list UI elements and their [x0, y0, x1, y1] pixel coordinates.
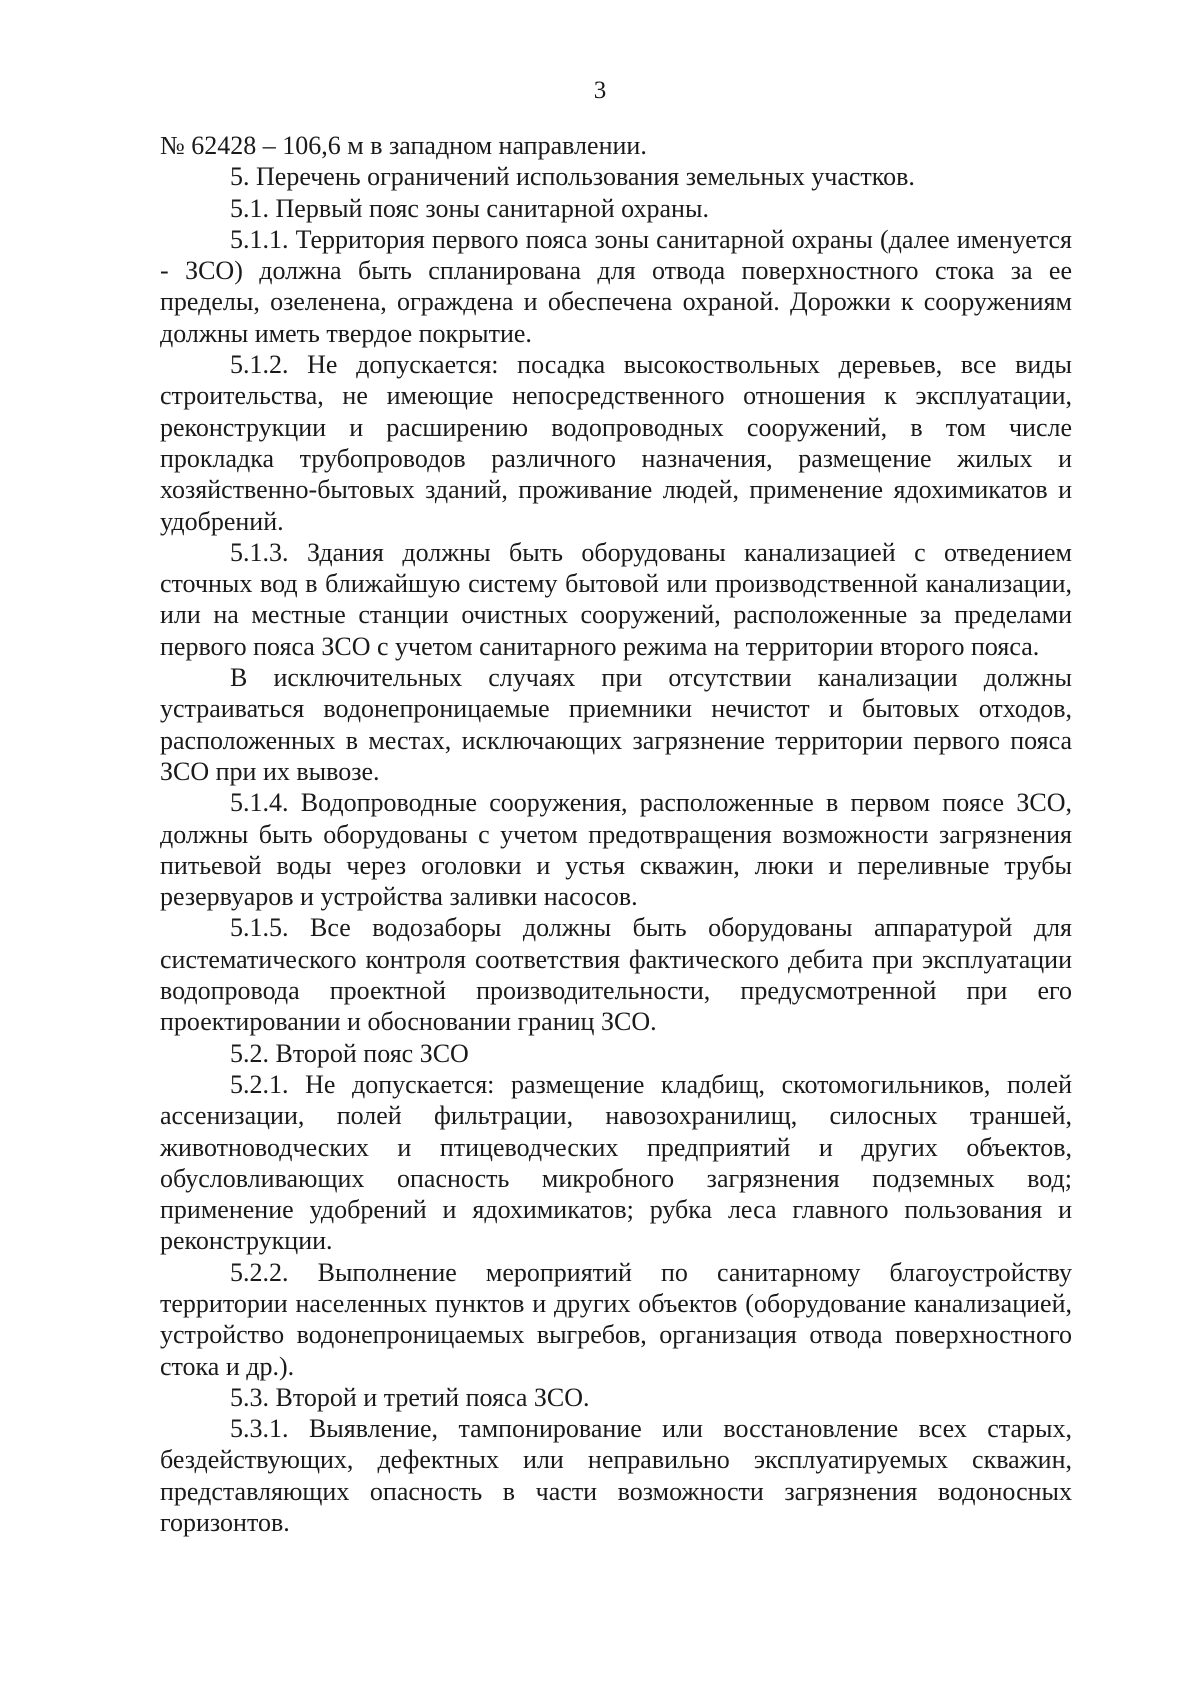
- paragraph-section-5-1-3: 5.1.3. Здания должны быть оборудованы канализацией с отведением сточных вод в ближайшую систему бытовой или производственной канализации, или на местные станции очистных сооружений, расположенные за пределами первого пояса ЗСО с учетом санитарного режима на территории второго пояса.: [160, 537, 1072, 661]
- document-body: [160, 130, 1072, 1538]
- paragraph-exceptional-cases: В исключительных случаях при отсутствии канализации должны устраиваться водонепроницаемые приемники нечистот и бытовых отходов, расположенных в местах, исключающих загрязнение территории первого пояса ЗСО при их вывозе.: [160, 663, 1072, 786]
- paragraph-section-5-2: 5.2. Второй пояс ЗСО: [230, 1038, 469, 1068]
- paragraph-section-5-1-1: 5.1.1. Территория первого пояса зоны санитарной охраны (далее именуется - ЗСО) должна быть спланирована для отвода поверхностного стока за ее пределы, озеленена, ограждена и обеспечена охраной. Дорожки к сооружениям должны иметь твердое покрытие.: [160, 224, 1072, 348]
- paragraph-section-5-1-5: 5.1.5. Все водозаборы должны быть оборудованы аппаратурой для систематического контроля соответствия фактического дебита при эксплуатации водопровода проектной производительности, предусмотренной при его проектировании и обосновании границ ЗСО.: [160, 913, 1072, 1037]
- paragraph-section-5-1: 5.1. Первый пояс зоны санитарной охраны.: [230, 193, 709, 223]
- page-number: 3: [593, 77, 607, 104]
- paragraph-section-5-1-4: 5.1.4. Водопроводные сооружения, расположенные в первом поясе ЗСО, должны быть оборудованы с учетом предотвращения возможности загрязнения питьевой воды через оголовки и устья скважин, люки и переливные трубы резервуаров и устройства заливки насосов.: [160, 788, 1072, 912]
- paragraph-section-5-3-1: 5.3.1. Выявление, тампонирование или восстановление всех старых, бездействующих, дефектных или неправильно эксплуатируемых скважин, представляющих опасность в части возможности загрязнения водоносных горизонтов.: [160, 1414, 1072, 1538]
- paragraph-section-5: 5. Перечень ограничений использования земельных участков.: [230, 162, 915, 192]
- paragraph-section-5-2-1: 5.2.1. Не допускается: размещение кладбищ, скотомогильников, полей ассенизации, полей фильтрации, навозохранилищ, силосных траншей, животноводческих и птицеводческих предприятий и других объектов, обусловливающих опасность микробного загрязнения подземных вод; применение удобрений и ядохимикатов; рубка леса главного пользования и реконструкции.: [160, 1069, 1072, 1256]
- paragraph-continuation: № 62428 – 106,6 м в западном направлении.: [160, 131, 647, 160]
- paragraph-section-5-1-2: 5.1.2. Не допускается: посадка высокоствольных деревьев, все виды строительства, не имеющие непосредственного отношения к эксплуатации, реконструкции и расширению водопроводных сооружений, в том числе прокладка трубопроводов различного назначения, размещение жилых и хозяйственно-бытовых зданий, проживание людей, применение ядохимикатов и удобрений.: [160, 350, 1072, 536]
- paragraph-section-5-3: 5.3. Второй и третий пояса ЗСО.: [230, 1382, 590, 1412]
- paragraph-section-5-2-2: 5.2.2. Выполнение мероприятий по санитарному благоустройству территории населенных пунктов и других объектов (оборудование канализацией, устройство водонепроницаемых выгребов, организация отвода поверхностного стока и др.).: [160, 1257, 1072, 1381]
